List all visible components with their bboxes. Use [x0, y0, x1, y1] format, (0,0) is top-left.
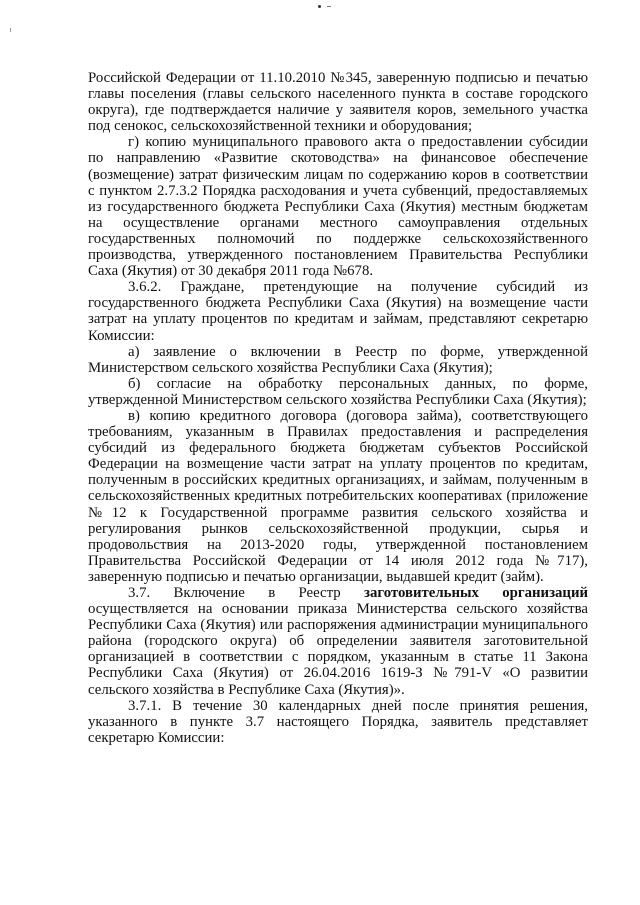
- paragraph-continuation: Российской Федерации от 11.10.2010 №345, заверенную подписью и печатью главы поселения (главы сельского населенного пункта в составе городского округа), где подтверждается наличие у заявителя коров, земельного участка под сенокос, сельскохозяйственной техники и оборудования;: [88, 70, 588, 135]
- paragraph-3-7-lead: 3.7. Включение в Реестр: [128, 585, 364, 601]
- paragraph-3-7-1: 3.7.1. В течение 30 календарных дней после принятия решения, указанного в пункте 3.7 настоящего Порядка, заявитель представляет секретарю Комиссии:: [88, 697, 588, 746]
- paragraph-3-7-bold-term: заготовительных организаций: [364, 585, 589, 601]
- paragraph-item-b: б) согласие на обработку персональных данных, по форме, утвержденной Министерством сельского хозяйства Республики Саха (Якутия);: [88, 375, 588, 408]
- paragraph-item-g: г) копию муниципального правового акта о предоставлении субсидии по направлению «Развитие скотоводства» на финансовое обеспечение (возмещение) затрат физическим лицам по содержанию коров в соответствии с пунктом 2.7.3.2 Порядка расходования и учета субвенций, предоставляемых из государственного бюджета Республики Саха (Якутия) местным бюджетам на осуществление органами местного самоуправления отдельных государственных полномочий по поддержке сельскохозяйственного производства, утвержденного постановлением Правительства Республики Саха (Якутия) от 30 декабря 2011 года №678.: [88, 134, 588, 280]
- paragraph-3-7: [88, 585, 588, 698]
- paragraph-3-7-rest: осуществляется на основании приказа Министерства сельского хозяйства Республики Саха (Якутия) или распоряжения администрации муниципального района (городского округа) об определении заявителя заготовительной организацией в соответствии с порядком, указанным в статье 11 Закона Республики Саха (Якутия) от 26.04.2016 1619-З №791-V «О развитии сельского хозяйства в Республике Саха (Якутия)».: [88, 601, 588, 698]
- scan-artifact: [327, 6, 331, 7]
- paragraph-3-6-2: 3.6.2. Граждане, претендующие на получение субсидий из государственного бюджета Республики Саха (Якутия) на возмещение части затрат на уплату процентов по кредитам и займам, представляют секретарю Комиссии:: [88, 279, 588, 344]
- paragraph-item-v: в) копию кредитного договора (договора займа), соответствующего требованиям, указанным в Правилах предоставления и распределения субсидий из федерального бюджета бюджетам субъектов Российской Федерации на возмещение части затрат на уплату процентов по кредитам, полученным в российских кредитных организациях, и займам, полученным в сельскохозяйственных кредитных потребительских кооперативах (приложение №12 к Государственной программе развития сельского хозяйства и регулирования рынков сельскохозяйственной продукции, сырья и продовольствия на 2013-2020 годы, утвержденной постановлением Правительства Российской Федерации от 14 июля 2012 года №717), заверенную подписью и печатью организации, выдавшей кредит (займ).: [88, 407, 588, 585]
- scan-artifact: [10, 28, 11, 32]
- paragraph-item-a: а) заявление о включении в Реестр по форме, утвержденной Министерством сельского хозяйства Республики Саха (Якутия);: [88, 343, 588, 376]
- scan-artifact: [318, 5, 321, 8]
- document-body: [88, 70, 588, 746]
